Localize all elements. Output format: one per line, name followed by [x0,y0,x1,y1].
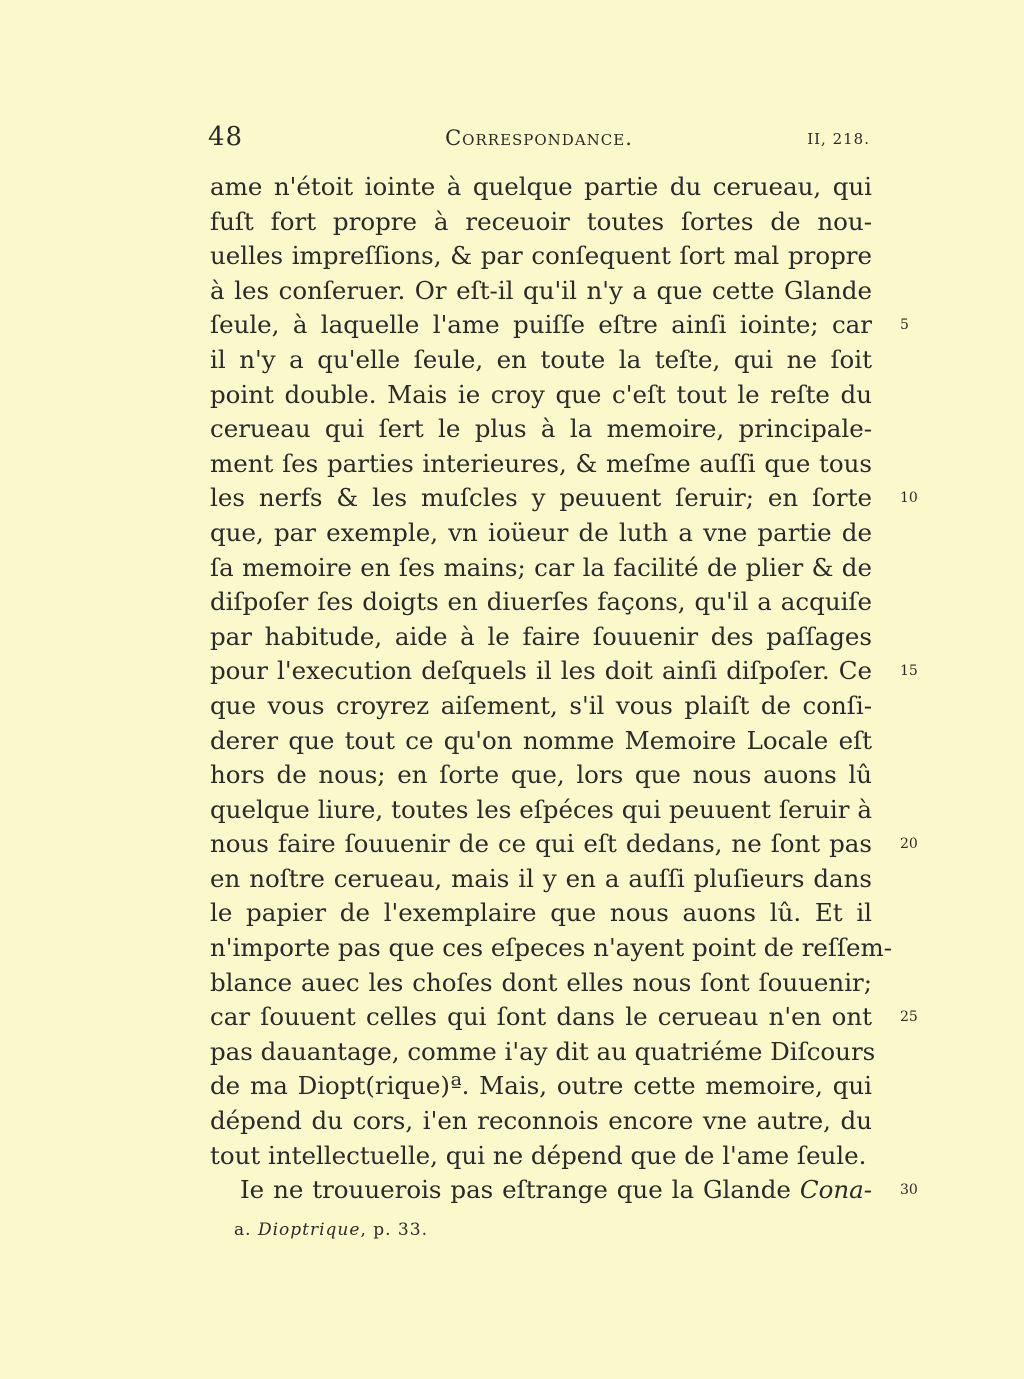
line-text: hors de nous; en ſorte que, lors que nous auons lû [210,760,872,790]
text-line [210,447,872,482]
line-text: ame n'étoit iointe à quelque partie du cerueau, qui [210,172,872,201]
text-line [210,516,872,551]
text-line [210,931,893,966]
text-line [210,481,918,516]
text-line [210,585,872,620]
text-line [210,966,872,1001]
text-line [210,896,872,931]
line-text: tout intellectuelle, qui ne dépend que de l'ame ſeule. [210,1140,867,1170]
text-line [210,689,872,724]
text-line [210,724,872,759]
footnote-marker: a. [234,1220,252,1240]
footnote [234,1220,428,1240]
page-header [208,122,870,158]
text-line [210,170,872,205]
text-line [210,654,918,689]
line-text: fuſt fort propre à receuoir toutes ſortes de nou- [210,206,872,236]
text-line [210,239,872,274]
text-line [210,308,909,343]
text-line [210,412,872,447]
text-line [210,862,872,897]
text-line [210,343,872,378]
line-text: car ſouuent celles qui ſont dans le cerueau n'en ont [210,1002,872,1032]
line-text: de ma Diopt(rique)ª. Mais, outre cette memoire, qui [210,1071,872,1101]
line-text: par habitude, aide à le faire ſouuenir des paſſages [210,621,872,651]
line-text: le papier de l'exemplaire que nous auons lû. Et il [210,898,872,928]
line-text: dépend du cors, i'en reconnois encore vne autre, du [210,1106,872,1136]
line-text: ment ſes parties interieures, & meſme auſſi que tous [210,448,872,478]
line-number: 15 [900,663,918,680]
line-text: n'importe pas que ces eſpeces n'ayent point de reſſem- [210,933,893,963]
line-text: pour l'execution deſquels il les doit ainſi diſpoſer. Ce [210,656,872,686]
body-text [210,170,918,1208]
line-text: ſeule, à laquelle l'ame puiſſe eſtre ainſi iointe; car [210,310,872,340]
page-number: 48 [208,122,244,152]
text-line [210,793,872,828]
line-text: nous faire ſouuenir de ce qui eſt dedans, ne ſont pas [210,829,872,859]
line-text: à les conſeruer. Or eſt-il qu'il n'y a que cette Glande [210,275,872,305]
text-line [210,274,872,309]
line-text: pas dauantage, comme i'ay dit au quatriéme Diſcours [210,1036,876,1066]
text-line [210,1000,918,1035]
line-number: 10 [900,490,918,507]
line-text: il n'y a qu'elle ſeule, en toute la teſte, qui ne ſoit [210,344,872,374]
line-text: ſa memoire en ſes mains; car la facilité de plier & de [210,552,872,582]
line-text: Ie ne trouuerois pas eſtrange que la Glande Cona- [240,1175,872,1205]
line-text: point double. Mais ie croy que c'eſt tout le reſte du [210,379,872,409]
line-text: cerueau qui ſert le plus à la memoire, principale- [210,414,872,444]
line-text: derer que tout ce qu'on nomme Memoire Locale eſt [210,725,872,755]
line-number: 5 [900,317,909,334]
footnote-rest: , p. 33. [360,1220,428,1240]
text-line [210,620,872,655]
line-number: 30 [900,1182,918,1199]
text-line [210,827,918,862]
text-line [210,758,872,793]
line-text: uelles impreſſions, & par conſequent ſort mal propre [210,241,872,271]
line-text: que, par exemple, vn ioüeur de luth a vne partie de [210,517,872,547]
line-number: 25 [900,1009,918,1026]
line-text: les nerfs & les muſcles y peuuent ſeruir; en ſorte [210,483,872,513]
volume-reference: II, 218. [807,130,870,148]
line-number: 20 [900,836,918,853]
footnote-title: Dioptrique [257,1220,361,1240]
text-line [210,1139,872,1174]
text-line [210,551,872,586]
italic-word: Cona- [799,1175,872,1205]
text-line [210,1173,918,1208]
line-text: quelque liure, toutes les eſpéces qui peuuent ſeruir à [210,794,872,824]
line-text: diſpoſer ſes doigts en diuerſes façons, qu'il a acquiſe [210,587,872,617]
text-line [210,1069,872,1104]
text-line [210,1104,872,1139]
text-line [210,205,872,240]
text-line [210,378,872,413]
running-title: Correspondance. [445,126,633,150]
line-text: en noſtre cerueau, mais il y en a auſſi pluſieurs dans [210,863,872,893]
text-line [210,1035,876,1070]
line-text: blance auec les choſes dont elles nous ſont ſouuenir; [210,967,872,997]
line-text: que vous croyrez aiſement, s'il vous plaiſt de conſi- [210,690,872,720]
